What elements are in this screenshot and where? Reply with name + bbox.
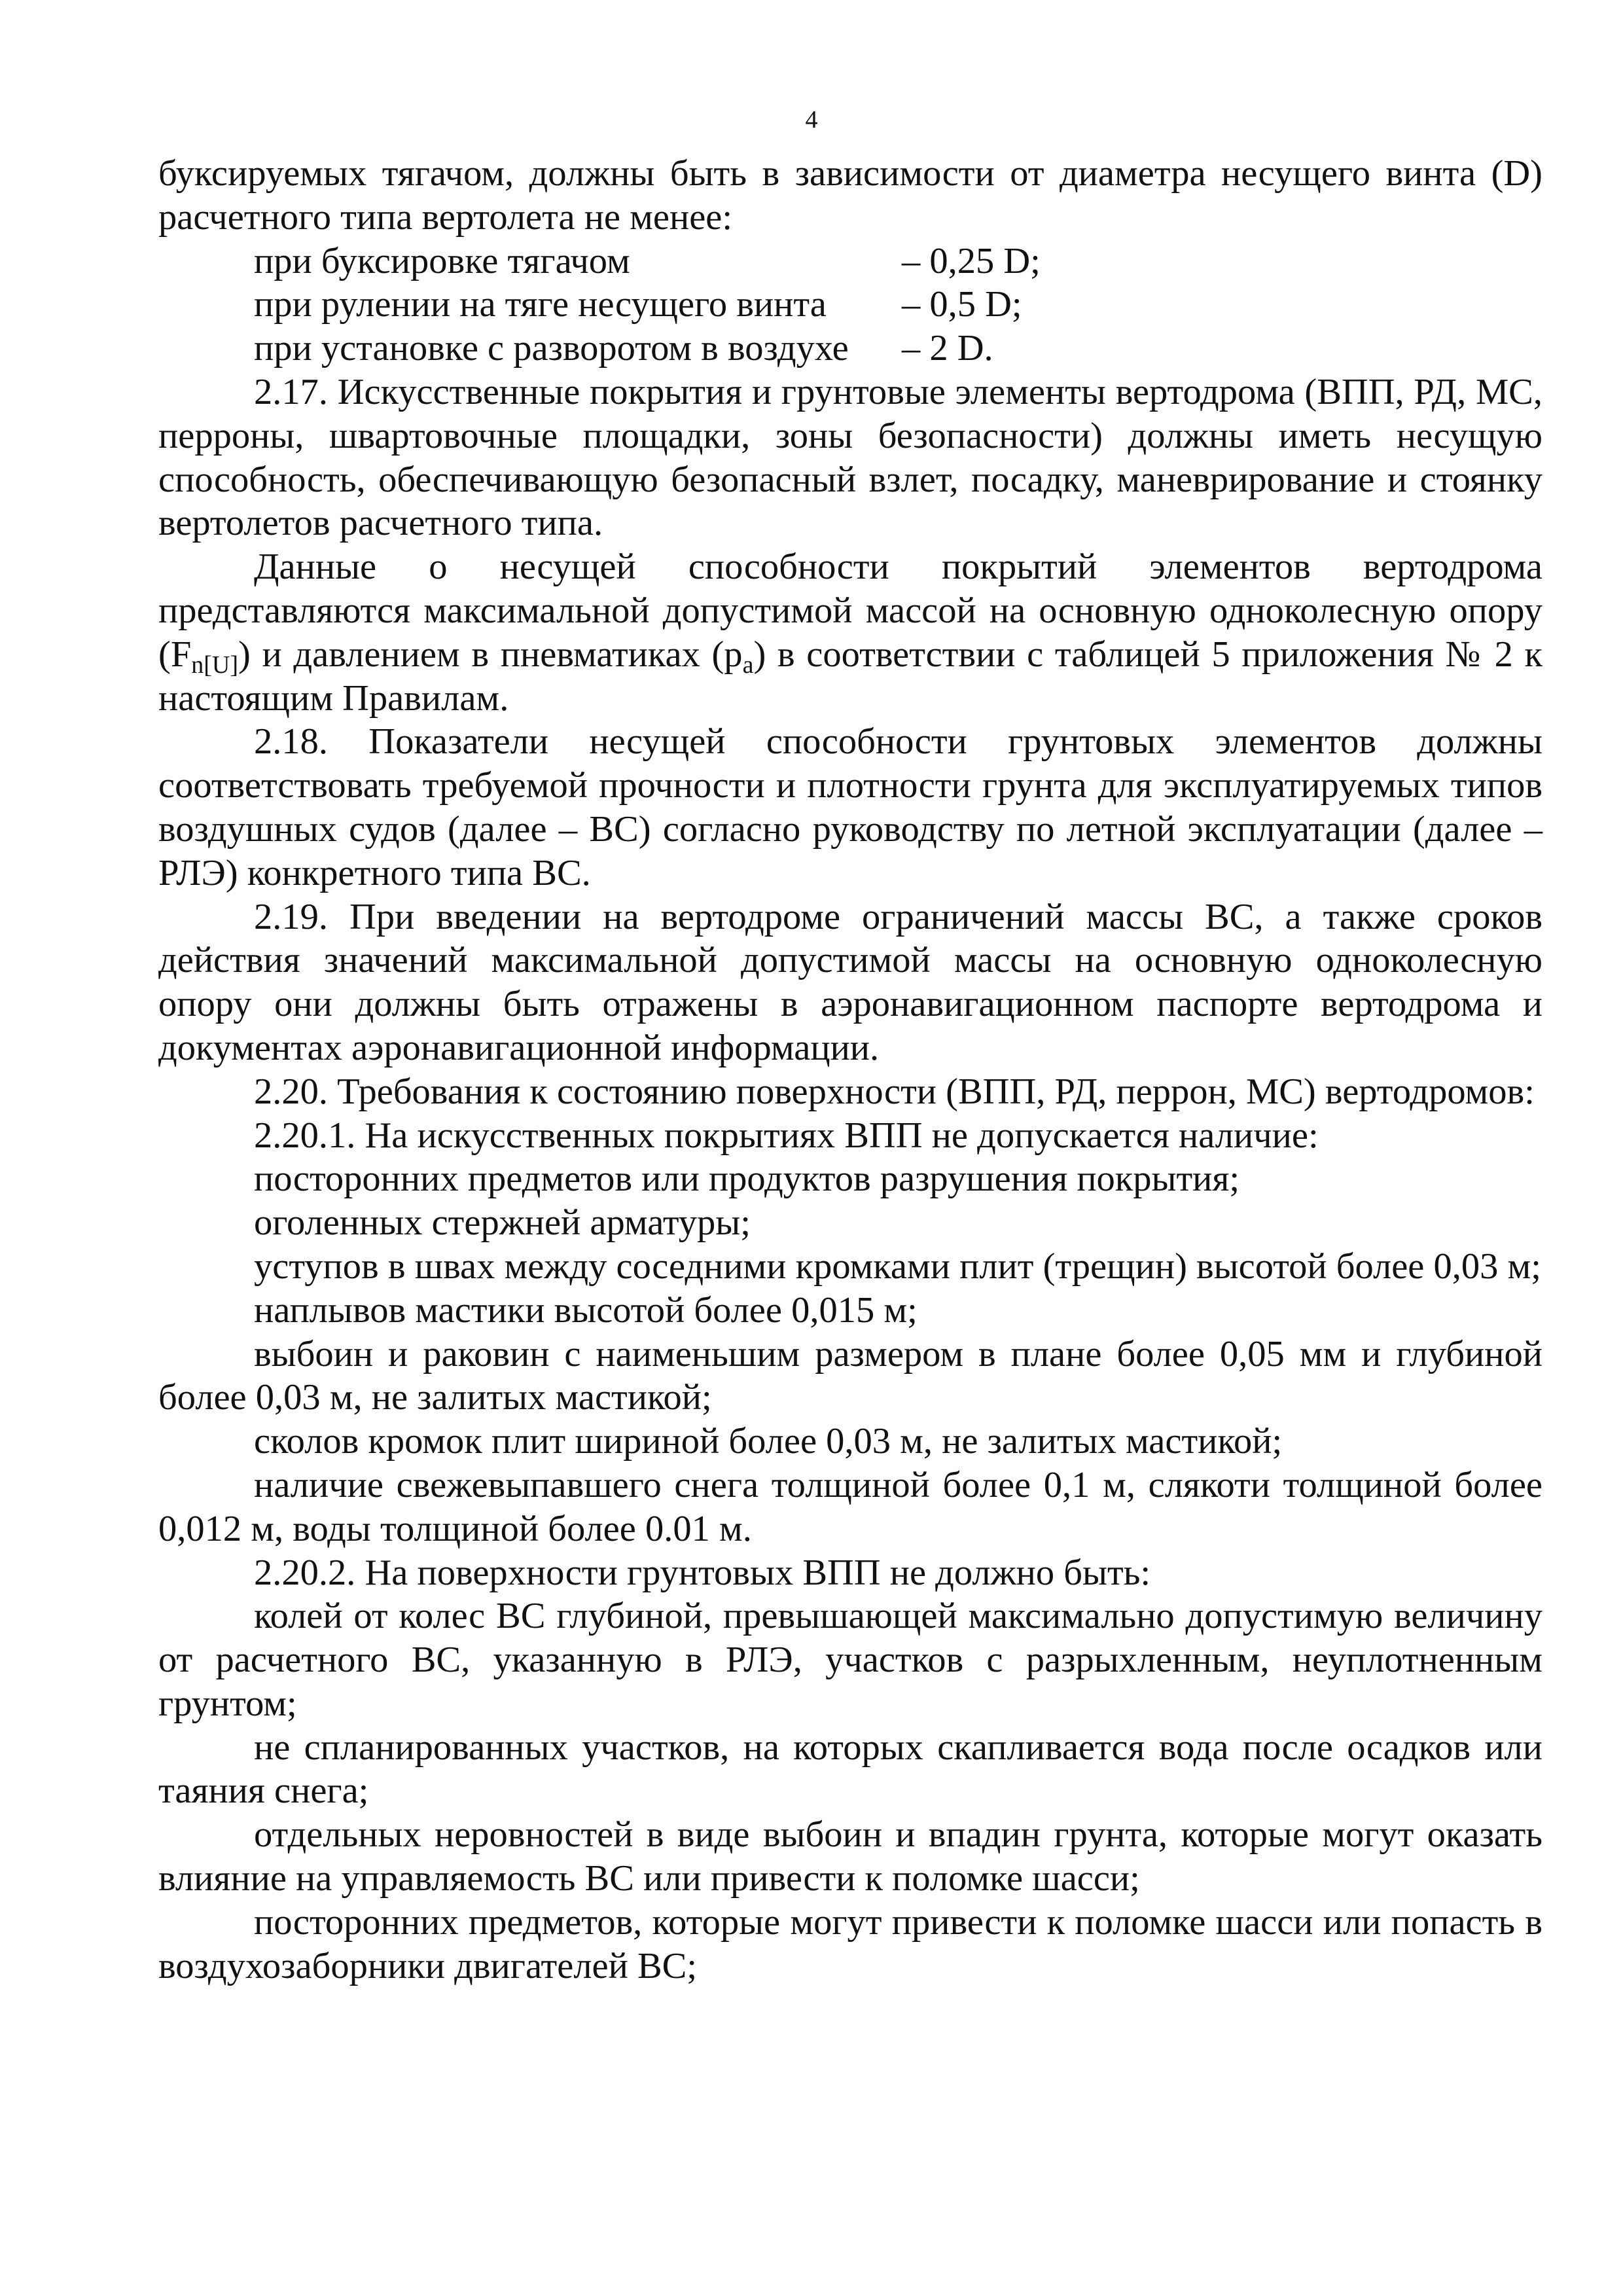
- paragraph-2-20: 2.20. Требования к состоянию поверхности (ВПП, РД, перрон, МС) вертодромов:: [254, 1071, 1535, 1112]
- distance-value: – 0,25 D;: [902, 240, 1041, 281]
- list-item: наплывов мастики высотой более 0,015 м;: [254, 1289, 918, 1331]
- list-item: сколов кромок плит шириной более 0,03 м, не залитых мастикой;: [254, 1421, 1283, 1462]
- distance-row: [158, 283, 1543, 327]
- paragraph-2-17: 2.17. Искусственные покрытия и грунтовые элементы вертодрома (ВПП, РД, МС, перроны, швартовочные площадки, зоны безопасности) должны иметь несущую способность, обеспечивающую безопасный взлет, посадку, маневрирование и стоянку вертолетов расчетного типа.: [158, 371, 1543, 544]
- paragraph-2-19: 2.19. При введении на вертодроме ограничений массы ВС, а также сроков действия значений максимальной допустимой массы на основную одноколесную опору они должны быть отражены в аэронавигационном паспорте вертодрома и документах аэронавигационной информации.: [158, 896, 1543, 1068]
- page-number: 4: [805, 106, 818, 134]
- intro-paragraph: буксируемых тягачом, должны быть в зависимости от диаметра несущего винта (D) расчетного типа вертолета не менее:: [158, 153, 1543, 238]
- distance-value: – 2 D.: [902, 328, 993, 369]
- distance-label: при рулении на тяге несущего винта: [254, 284, 827, 325]
- distance-value: – 0,5 D;: [902, 284, 1022, 325]
- list-item: уступов в швах между соседними кромками плит (трещин) высотой более 0,03 м;: [254, 1246, 1541, 1287]
- paragraph-bearing-data: [158, 545, 1543, 720]
- list-item: посторонних предметов, которые могут привести к поломке шасси или попасть в воздухозаборники двигателей ВС;: [158, 1901, 1543, 1986]
- bearing-text-end: ) в соответствии с таблицей 5 приложения № 2 к настоящим Правилам.: [158, 634, 1543, 719]
- force-subscript: n[U]: [191, 651, 239, 679]
- distance-label: при буксировке тягачом: [254, 240, 630, 281]
- list-item: выбоин и раковин с наименьшим размером в плане более 0,05 мм и глубиной более 0,03 м, не залитых мастикой;: [158, 1333, 1543, 1418]
- document-body: [158, 152, 1543, 1988]
- distance-row: [158, 240, 1543, 283]
- list-item: посторонних предметов или продуктов разрушения покрытия;: [254, 1158, 1240, 1200]
- pressure-subscript: a: [742, 651, 754, 679]
- bearing-text-start: Данные о несущей способности покрытий элементов вертодрома представляются максимальной допустимой массой на основную одноколесную опору (F: [158, 547, 1543, 675]
- list-item: не спланированных участков, на которых скапливается вода после осадков или таяния снега;: [158, 1727, 1543, 1812]
- paragraph-2-20-2: 2.20.2. На поверхности грунтовых ВПП не должно быть:: [254, 1552, 1151, 1593]
- list-item: отдельных неровностей в виде выбоин и впадин грунта, которые могут оказать влияние на управляемость ВС или привести к поломке шасси;: [158, 1814, 1543, 1899]
- distance-list: [158, 240, 1543, 370]
- distance-row: [158, 327, 1543, 370]
- distance-label: при установке с разворотом в воздухе: [254, 328, 849, 369]
- paragraph-2-20-1: 2.20.1. На искусственных покрытиях ВПП не допускается наличие:: [254, 1115, 1319, 1156]
- paragraph-2-18: 2.18. Показатели несущей способности грунтовых элементов должны соответствовать требуемой прочности и плотности грунта для эксплуатируемых типов воздушных судов (далее – ВС) согласно руководству по летной эксплуатации (далее – РЛЭ) конкретного типа ВС.: [158, 721, 1543, 893]
- list-item: оголенных стержней арматуры;: [254, 1202, 751, 1244]
- list-item: наличие свежевыпавшего снега толщиной более 0,1 м, слякоти толщиной более 0,012 м, воды толщиной более 0.01 м.: [158, 1464, 1543, 1549]
- list-item: колей от колес ВС глубиной, превышающей максимально допустимую величину от расчетного ВС, указанную в РЛЭ, участков с разрыхленным, неуплотненным грунтом;: [158, 1596, 1543, 1724]
- bearing-text-middle: ) и давлением в пневматиках (p: [238, 634, 743, 675]
